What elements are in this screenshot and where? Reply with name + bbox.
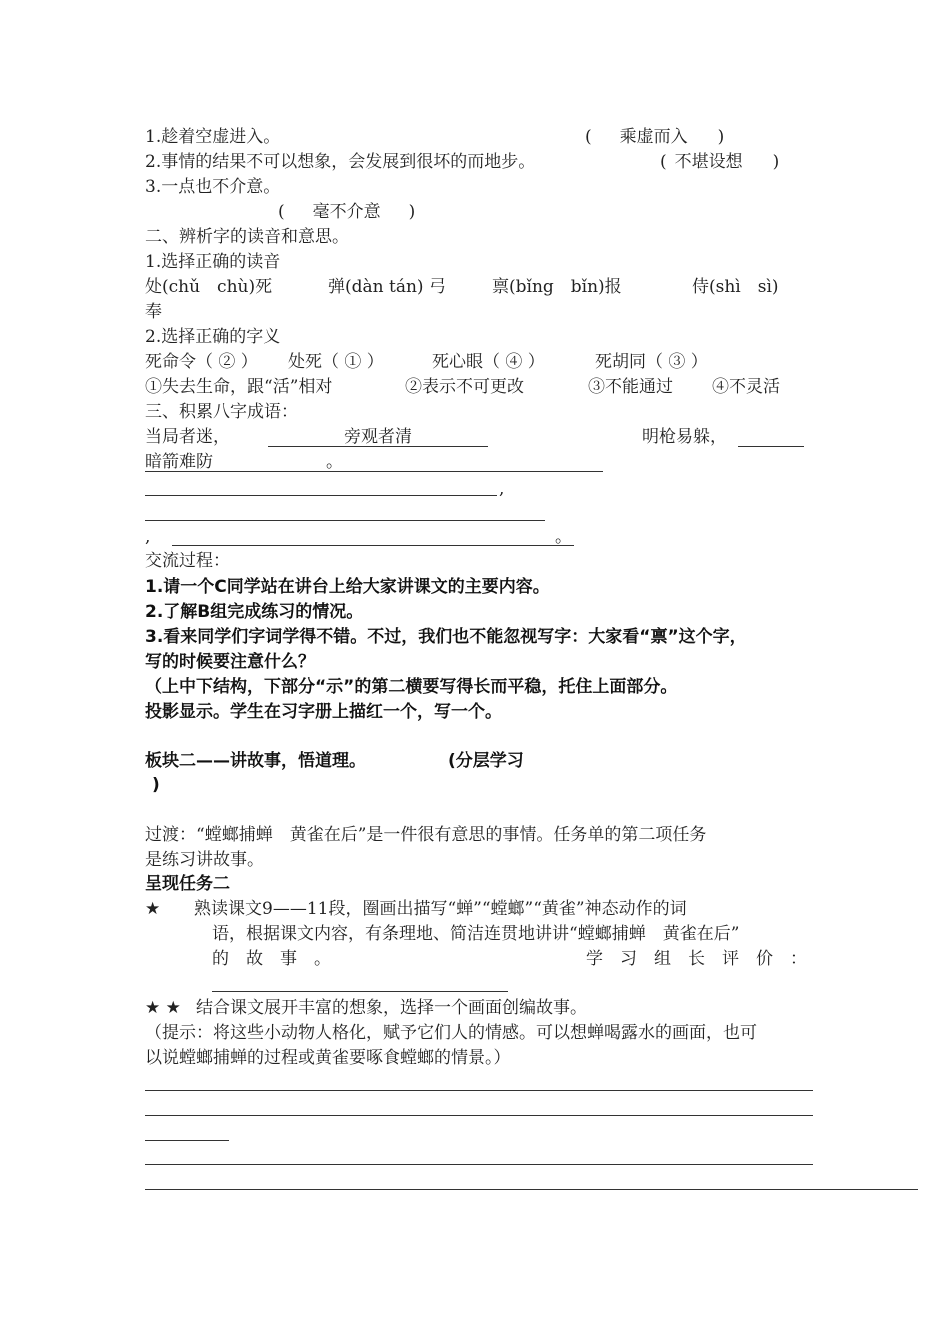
pron-item-3: 禀(bǐng bǐn)报 [492, 277, 622, 297]
idiom-5-comma: , [145, 527, 151, 547]
section3-heading: 三、积累八字成语： [145, 402, 298, 422]
idiom-2-blank [145, 471, 603, 472]
pron-item-1: 处(chǔ chù)死 [145, 277, 273, 297]
q2-answer-text: 不堪设想 [674, 152, 743, 172]
meaning-item-2: 处死（ ① ） [288, 352, 384, 372]
q3-answer-text: 毫不介意 [312, 202, 381, 222]
task2-item1: 熟读课文9——11段，圈画出描写“蝉”“螳螂”“黄雀”神态动作的词 [194, 899, 687, 919]
q3-text: 3.一点也不介意。 [145, 177, 281, 197]
meaning-item-1: 死命令（ ② ） [145, 352, 258, 372]
star-two-icon: ★ ★ [145, 998, 181, 1018]
pron-item-4-cont: 奉 [145, 302, 162, 322]
idiom-4-blank [145, 520, 545, 521]
exchange-step-2: 2.了解B组完成练习的情况。 [145, 602, 364, 622]
block2-note: (分层学习 [448, 751, 524, 771]
q2-answer: ( 不堪设想 ) [660, 152, 780, 172]
task2-evaluation-label: 学 习 组 长 评 价 ： [586, 949, 807, 969]
idiom-3-comma: , [499, 479, 505, 499]
transition-text: 过渡：“螳螂捕蝉 黄雀在后”是一件很有意思的事情。任务单的第二项任务 [145, 825, 707, 845]
idiom-2-blank-start [738, 446, 804, 447]
meaning-item-4: 死胡同（ ③ ） [595, 352, 708, 372]
block2-note-close: ) [152, 775, 160, 795]
section2-sub1: 1.选择正确的读音 [145, 252, 281, 272]
exchange-note: （上中下结构，下部分“示”的第二横要写得长而平稳，托住上面部分。 [145, 677, 678, 697]
section2-sub2: 2.选择正确的字义 [145, 327, 281, 347]
idiom-3-blank [145, 495, 497, 496]
pron-item-2: 弹(dàn tán) 弓 [328, 277, 446, 297]
idiom-1-answer: 旁观者清 [344, 427, 412, 447]
idiom-2-period: 。 [326, 452, 343, 472]
exchange-step-1: 1.请一个C同学站在讲台上给大家讲课文的主要内容。 [145, 577, 550, 597]
exchange-step-3-cont: 写的时候要注意什么？ [145, 652, 315, 672]
exchange-projection: 投影显示。学生在习字册上描红一个，写一个。 [145, 702, 502, 722]
exchange-step-3: 3.看来同学们字词学得不错。不过，我们也不能忽视写字：大家看“禀”这个字， [145, 627, 747, 647]
definition-1: ①失去生命，跟“活”相对 [145, 377, 333, 397]
transition-text-cont: 是练习讲故事。 [145, 850, 264, 870]
section2-heading: 二、辨析字的读音和意思。 [145, 227, 349, 247]
writing-line-4 [145, 1164, 813, 1165]
task2-hint-cont: 以说螳螂捕蝉的过程或黄雀要啄食螳螂的情景。） [145, 1048, 511, 1068]
star-one-icon: ★ [145, 899, 161, 919]
idiom-2-answer: 暗箭难防 [145, 452, 213, 472]
task2-item1-cont: 语，根据课文内容，有条理地、简洁连贯地讲讲“螳螂捕蝉 黄雀在后” [212, 924, 740, 944]
task2-item2: 结合课文展开丰富的想象，选择一个画面创编故事。 [196, 998, 587, 1018]
idiom-2-label: 明枪易躲， [642, 427, 727, 447]
writing-line-2 [145, 1115, 813, 1116]
q2-text: 2.事情的结果不可以想象，会发展到很坏的而地步。 [145, 152, 536, 172]
q1-text: 1.趁着空虚进入。 [145, 127, 281, 147]
q1-answer: ( 乘虚而入 ) [585, 127, 725, 147]
exchange-heading: 交流过程： [145, 551, 230, 571]
task2-hint: （提示：将这些小动物人格化，赋予它们人的情感。可以想蝉喝露水的画面，也可 [145, 1023, 757, 1043]
meaning-item-3: 死心眼（ ④ ） [432, 352, 545, 372]
writing-line-3 [145, 1140, 229, 1141]
definition-2: ②表示不可更改 [405, 377, 524, 397]
writing-line-5 [145, 1189, 918, 1190]
idiom-1-label: 当局者迷， [145, 427, 230, 447]
q3-answer: ( 毫不介意 ) [278, 202, 416, 222]
block2-title: 板块二——讲故事，悟道理。 [145, 751, 366, 771]
q1-answer-text: 乘虚而入 [619, 127, 688, 147]
task2-item1-end: 的 故 事 。 [212, 949, 331, 969]
idiom-5-period: 。 [555, 527, 572, 547]
writing-line-1 [145, 1090, 813, 1091]
task2-heading: 呈现任务二 [145, 874, 230, 894]
pron-item-4: 侍(shì sì) [692, 277, 779, 297]
definition-3: ③不能通过 [588, 377, 673, 397]
idiom-5-blank [172, 545, 574, 546]
definition-4: ④不灵活 [712, 377, 780, 397]
evaluation-blank [212, 991, 508, 992]
